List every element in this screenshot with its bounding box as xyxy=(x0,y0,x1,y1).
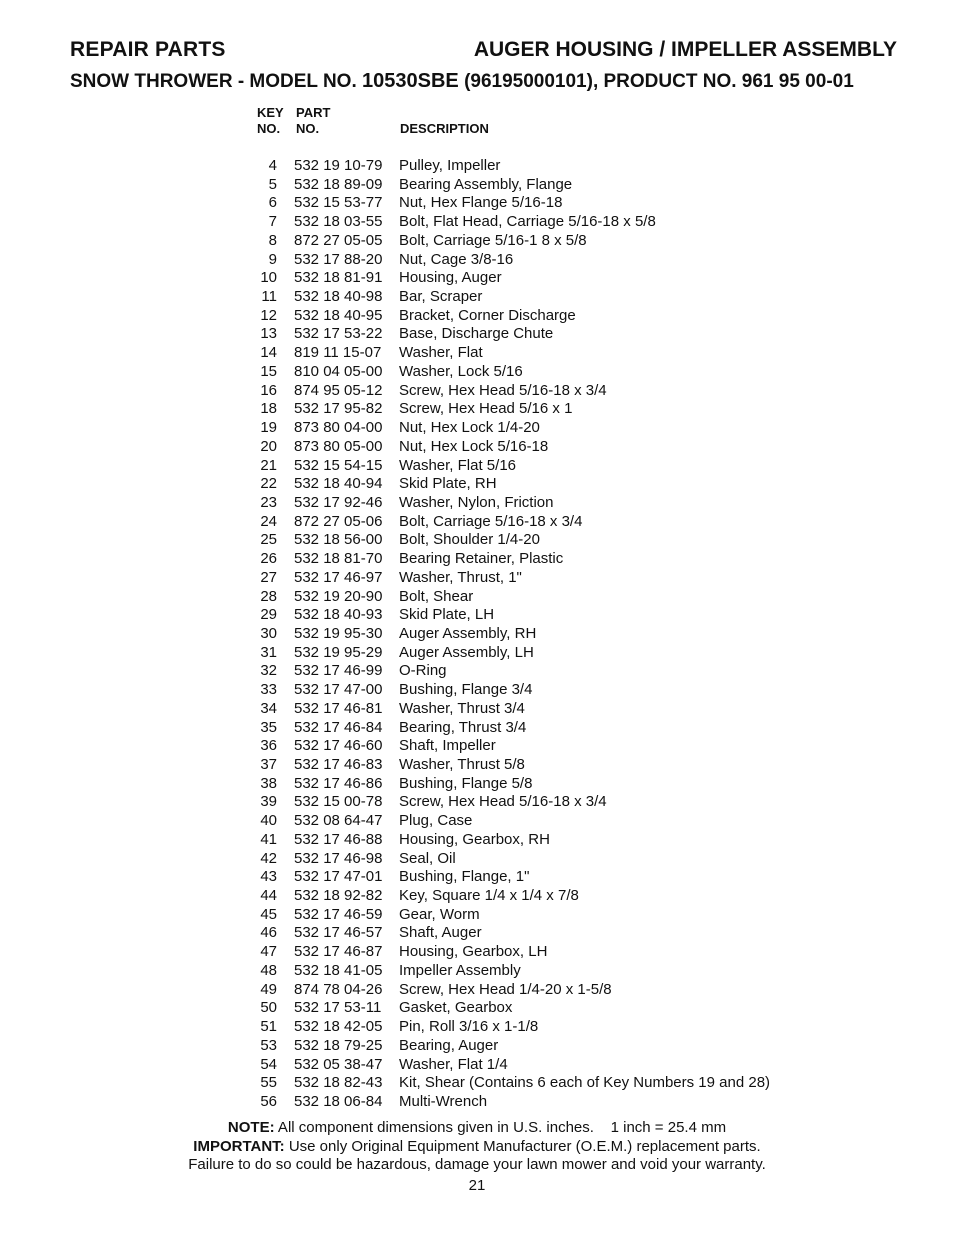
part-number: 532 18 03-55 xyxy=(294,213,383,231)
part-description: Impeller Assembly xyxy=(399,961,521,979)
key-number: 31 xyxy=(260,643,277,661)
part-description: Washer, Nylon, Friction xyxy=(399,493,554,511)
key-number: 32 xyxy=(260,662,277,680)
key-number: 23 xyxy=(260,493,277,511)
part-description: Bolt, Shear xyxy=(399,587,474,605)
part-description: Bar, Scraper xyxy=(399,288,483,306)
table-row xyxy=(0,494,954,513)
part-description: Pin, Roll 3/16 x 1-1/8 xyxy=(399,1018,539,1036)
part-description: Bushing, Flange 3/4 xyxy=(399,681,533,699)
key-number: 27 xyxy=(260,568,277,586)
key-number: 9 xyxy=(268,250,277,268)
part-number: 810 04 05-00 xyxy=(294,362,383,380)
table-row xyxy=(0,1056,954,1075)
table-row xyxy=(0,288,954,307)
table-row xyxy=(0,981,954,1000)
table-row xyxy=(0,943,954,962)
key-number: 26 xyxy=(260,550,277,568)
key-number: 12 xyxy=(260,306,277,324)
key-header-line2: NO. xyxy=(257,121,281,136)
part-number: 532 18 06-84 xyxy=(294,1092,383,1110)
table-row xyxy=(0,400,954,419)
note-line xyxy=(0,1119,954,1138)
key-number: 21 xyxy=(260,456,277,474)
part-number: 532 18 40-98 xyxy=(294,288,383,306)
part-number: 532 18 42-05 xyxy=(294,1018,383,1036)
key-number: 8 xyxy=(268,231,277,249)
table-row xyxy=(0,531,954,550)
table-row xyxy=(0,906,954,925)
part-description: Bolt, Carriage 5/16-18 x 3/4 xyxy=(399,512,583,530)
part-description: Screw, Hex Head 1/4-20 x 1-5/8 xyxy=(399,980,612,998)
table-row xyxy=(0,588,954,607)
key-number: 15 xyxy=(260,362,277,380)
table-row xyxy=(0,513,954,532)
part-description: Pulley, Impeller xyxy=(399,157,501,174)
part-number: 532 15 54-15 xyxy=(294,456,383,474)
key-number: 22 xyxy=(260,475,277,493)
part-description: Bearing Assembly, Flange xyxy=(399,175,573,193)
part-description: Washer, Thrust 3/4 xyxy=(399,699,525,717)
part-number: 532 17 46-99 xyxy=(294,662,383,680)
part-description: Bearing, Auger xyxy=(399,1036,499,1054)
table-row xyxy=(0,176,954,195)
key-number: 50 xyxy=(260,999,277,1017)
part-description: Screw, Hex Head 5/16-18 x 3/4 xyxy=(399,381,607,399)
table-row xyxy=(0,325,954,344)
part-number: 874 95 05-12 xyxy=(294,381,383,399)
part-description: Auger Assembly, LH xyxy=(399,643,534,661)
key-number: 37 xyxy=(260,756,277,773)
part-number: 532 18 92-82 xyxy=(294,887,383,905)
key-number: 16 xyxy=(260,381,277,399)
table-row xyxy=(0,831,954,850)
table-row xyxy=(0,719,954,738)
table-row xyxy=(0,419,954,438)
key-number: 18 xyxy=(260,400,277,418)
table-row xyxy=(0,344,954,363)
part-number: 532 18 82-43 xyxy=(294,1074,383,1092)
part-number: 532 18 40-95 xyxy=(294,306,383,324)
key-number: 19 xyxy=(260,419,277,437)
part-description: Screw, Hex Head 5/16-18 x 3/4 xyxy=(399,793,607,811)
part-header-line1: PART xyxy=(296,105,331,120)
part-description: Plug, Case xyxy=(399,812,473,830)
part-description: Base, Discharge Chute xyxy=(399,325,554,343)
part-number: 532 08 64-47 xyxy=(294,812,383,830)
notes-block xyxy=(0,1119,954,1175)
part-description: Bearing, Thrust 3/4 xyxy=(399,718,527,736)
part-number: 532 17 95-82 xyxy=(294,400,383,418)
part-number: 532 17 46-87 xyxy=(294,943,383,961)
key-number: 4 xyxy=(268,157,277,174)
part-description: Washer, Flat 5/16 xyxy=(399,456,516,474)
part-description: Washer, Flat 1/4 xyxy=(399,1055,508,1073)
key-number: 36 xyxy=(260,737,277,755)
part-description: Nut, Hex Lock 5/16-18 xyxy=(399,437,549,455)
part-number: 532 17 46-83 xyxy=(294,756,383,773)
key-number: 49 xyxy=(260,980,277,998)
part-description: Shaft, Impeller xyxy=(399,737,496,755)
key-number: 48 xyxy=(260,961,277,979)
table-row xyxy=(0,644,954,663)
key-header-line1: KEY xyxy=(257,105,284,120)
part-number: 532 18 89-09 xyxy=(294,175,383,193)
part-number: 874 78 04-26 xyxy=(294,980,383,998)
key-number: 28 xyxy=(260,587,277,605)
note-text: All component dimensions given in U.S. inches. 1 inch = 25.4 mm xyxy=(274,1119,727,1136)
part-number: 532 15 53-77 xyxy=(294,194,383,212)
key-number: 38 xyxy=(260,774,277,792)
part-number: 532 17 46-98 xyxy=(294,849,383,867)
part-number: 819 11 15-07 xyxy=(294,344,382,362)
part-number: 532 17 47-00 xyxy=(294,681,383,699)
table-row xyxy=(0,606,954,625)
part-number: 532 18 40-94 xyxy=(294,475,383,493)
key-number: 42 xyxy=(260,849,277,867)
part-description: Bolt, Carriage 5/16-1 8 x 5/8 xyxy=(399,231,587,249)
key-number: 46 xyxy=(260,924,277,942)
key-number: 51 xyxy=(260,1018,277,1036)
part-description: Housing, Gearbox, RH xyxy=(399,830,550,848)
table-row xyxy=(0,1037,954,1056)
table-row xyxy=(0,999,954,1018)
key-number: 39 xyxy=(260,793,277,811)
key-number: 43 xyxy=(260,868,277,886)
part-number: 873 80 04-00 xyxy=(294,419,383,437)
part-description: Nut, Hex Flange 5/16-18 xyxy=(399,194,563,212)
table-row xyxy=(0,775,954,794)
part-description: Screw, Hex Head 5/16 x 1 xyxy=(399,400,573,418)
table-row xyxy=(0,438,954,457)
part-description: Skid Plate, RH xyxy=(399,475,497,493)
part-description: Bushing, Flange, 1" xyxy=(399,868,530,886)
key-number: 13 xyxy=(260,325,277,343)
part-number: 532 19 10-79 xyxy=(294,157,383,174)
part-number: 532 19 20-90 xyxy=(294,587,383,605)
part-description: Housing, Gearbox, LH xyxy=(399,943,548,961)
key-number: 34 xyxy=(260,699,277,717)
important-line xyxy=(0,1138,954,1157)
part-number: 532 17 46-59 xyxy=(294,905,383,923)
part-description: Bolt, Shoulder 1/4-20 xyxy=(399,531,540,549)
part-description: Bracket, Corner Discharge xyxy=(399,306,576,324)
key-number: 24 xyxy=(260,512,277,530)
key-number: 40 xyxy=(260,812,277,830)
part-number: 532 05 38-47 xyxy=(294,1055,383,1073)
part-description: Nut, Hex Lock 1/4-20 xyxy=(399,419,540,437)
key-number: 35 xyxy=(260,718,277,736)
part-description: Multi-Wrench xyxy=(399,1092,488,1110)
part-description: Washer, Thrust 5/8 xyxy=(399,756,525,773)
part-number: 532 18 81-91 xyxy=(294,269,383,287)
page-title: AUGER HOUSING / IMPELLER ASSEMBLY xyxy=(473,38,897,61)
part-number: 532 17 88-20 xyxy=(294,250,383,268)
part-number: 532 17 46-84 xyxy=(294,718,383,736)
table-row xyxy=(0,457,954,476)
table-row xyxy=(0,157,954,176)
key-number: 6 xyxy=(268,194,277,212)
part-number: 532 18 41-05 xyxy=(294,961,383,979)
part-number: 532 17 46-86 xyxy=(294,774,383,792)
part-description: Auger Assembly, RH xyxy=(399,624,537,642)
key-number: 29 xyxy=(260,606,277,624)
table-row xyxy=(0,681,954,700)
parts-list xyxy=(0,157,954,1112)
model-prefix: SNOW THROWER - MODEL NO. xyxy=(70,71,357,92)
key-number: 33 xyxy=(260,681,277,699)
table-row xyxy=(0,924,954,943)
part-description: Gasket, Gearbox xyxy=(399,999,513,1017)
part-number: 532 19 95-30 xyxy=(294,624,383,642)
table-row xyxy=(0,213,954,232)
key-number: 11 xyxy=(261,288,277,306)
part-description: Washer, Lock 5/16 xyxy=(399,362,523,380)
part-description: Gear, Worm xyxy=(399,905,480,923)
part-number: 532 18 56-00 xyxy=(294,531,383,549)
key-number: 30 xyxy=(260,624,277,642)
model-line xyxy=(70,70,854,93)
part-description: Kit, Shear (Contains 6 each of Key Numbers 19 and 28) xyxy=(399,1074,771,1092)
table-row xyxy=(0,793,954,812)
table-row xyxy=(0,850,954,869)
part-number: 532 17 47-01 xyxy=(294,868,383,886)
warning-line: Failure to do so could be hazardous, damage your lawn mower and void your warranty. xyxy=(188,1156,766,1173)
table-row xyxy=(0,251,954,270)
part-number: 532 17 92-46 xyxy=(294,493,383,511)
important-text: Use only Original Equipment Manufacturer (O.E.M.) replacement parts. xyxy=(284,1137,761,1155)
part-number: 532 17 46-57 xyxy=(294,924,383,942)
table-row xyxy=(0,737,954,756)
table-row xyxy=(0,887,954,906)
table-row xyxy=(0,1093,954,1112)
part-description: Bearing Retainer, Plastic xyxy=(399,550,564,568)
part-description: O-Ring xyxy=(399,662,447,680)
key-number: 55 xyxy=(260,1074,277,1092)
table-row xyxy=(0,868,954,887)
part-number: 532 18 79-25 xyxy=(294,1036,383,1054)
key-number: 56 xyxy=(260,1092,277,1110)
table-row xyxy=(0,363,954,382)
table-row xyxy=(0,756,954,775)
part-description: Nut, Cage 3/8-16 xyxy=(399,250,514,268)
key-number: 53 xyxy=(260,1036,277,1054)
table-row xyxy=(0,232,954,251)
table-row xyxy=(0,625,954,644)
table-row xyxy=(0,194,954,213)
part-number: 532 15 00-78 xyxy=(294,793,383,811)
part-description: Key, Square 1/4 x 1/4 x 7/8 xyxy=(399,887,579,905)
page-number: 21 xyxy=(468,1177,486,1194)
part-header-line2: NO. xyxy=(296,121,320,136)
table-row xyxy=(0,700,954,719)
part-number: 532 19 95-29 xyxy=(294,643,383,661)
part-number: 532 17 46-81 xyxy=(294,699,383,717)
section-title: REPAIR PARTS xyxy=(70,38,226,61)
part-description: Shaft, Auger xyxy=(399,924,482,942)
part-description: Bolt, Flat Head, Carriage 5/16-18 x 5/8 xyxy=(399,213,656,231)
model-suffix: (96195000101), PRODUCT NO. 961 95 00-01 xyxy=(464,71,854,92)
key-number: 25 xyxy=(260,531,277,549)
part-number: 532 17 46-88 xyxy=(294,830,383,848)
part-number: 532 17 46-60 xyxy=(294,737,383,755)
key-number: 47 xyxy=(260,943,277,961)
key-number: 54 xyxy=(260,1055,277,1073)
description-header: DESCRIPTION xyxy=(400,121,489,136)
table-row xyxy=(0,812,954,831)
key-number: 5 xyxy=(268,175,277,193)
table-row xyxy=(0,1018,954,1037)
model-number: 10530SBE xyxy=(362,70,459,92)
part-description: Seal, Oil xyxy=(399,849,456,867)
part-description: Bushing, Flange 5/8 xyxy=(399,774,533,792)
part-number: 532 18 40-93 xyxy=(294,606,383,624)
table-row xyxy=(0,569,954,588)
column-headers xyxy=(0,105,954,141)
key-number: 7 xyxy=(268,213,277,231)
part-description: Washer, Thrust, 1" xyxy=(399,568,522,586)
table-row xyxy=(0,1074,954,1093)
part-description: Skid Plate, LH xyxy=(399,606,495,624)
part-number: 532 17 53-22 xyxy=(294,325,383,343)
table-row xyxy=(0,550,954,569)
table-row xyxy=(0,662,954,681)
table-row xyxy=(0,962,954,981)
part-description: Washer, Flat xyxy=(399,344,483,362)
part-number: 872 27 05-06 xyxy=(294,512,383,530)
part-number: 532 18 81-70 xyxy=(294,550,383,568)
part-number: 532 17 46-97 xyxy=(294,568,383,586)
part-number: 873 80 05-00 xyxy=(294,437,383,455)
table-row xyxy=(0,382,954,401)
part-number: 872 27 05-05 xyxy=(294,231,383,249)
key-number: 14 xyxy=(260,344,277,362)
part-description: Housing, Auger xyxy=(399,269,502,287)
key-number: 20 xyxy=(260,437,277,455)
table-row xyxy=(0,307,954,326)
key-number: 10 xyxy=(260,269,277,287)
table-row xyxy=(0,475,954,494)
part-number: 532 17 53-11 xyxy=(294,999,382,1017)
key-number: 45 xyxy=(260,905,277,923)
table-row xyxy=(0,269,954,288)
key-number: 41 xyxy=(260,830,277,848)
key-number: 44 xyxy=(260,887,277,905)
note-label: NOTE: xyxy=(227,1119,275,1136)
important-label: IMPORTANT: xyxy=(193,1137,285,1155)
